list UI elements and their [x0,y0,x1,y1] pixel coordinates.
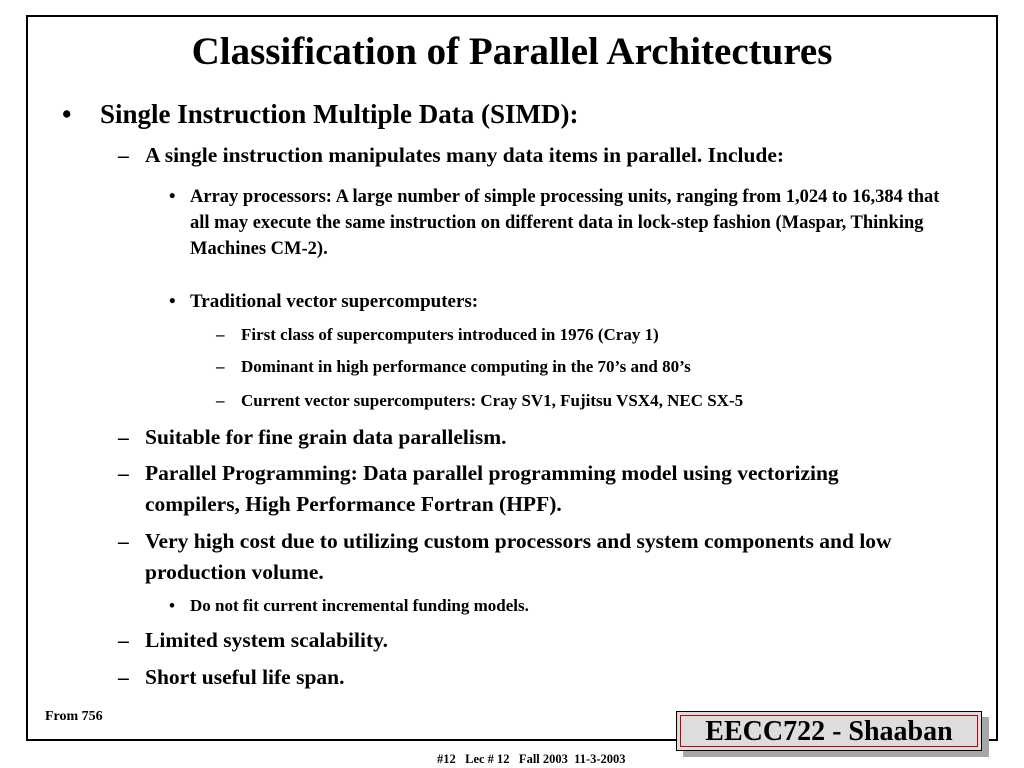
dash-marker: – [118,461,129,485]
sub-item-text: Parallel Programming: Data parallel programming model using vectorizing compilers, High Performance Fortran (HPF). [145,461,839,516]
dash-marker: – [118,425,129,449]
sub-item-text: A single instruction manipulates many data items in parallel. Include: [145,143,785,167]
sub-item-text: Suitable for fine grain data parallelism. [145,425,507,449]
sub-item-text: First class of supercomputers introduced in 1976 (Cray 1) [241,325,659,344]
course-badge-label: EECC722 - Shaaban [680,715,978,747]
from-note: From 756 [45,709,103,724]
bullet-marker: • [169,596,175,615]
sub-item-text: Array processors: A large number of simple processing units, ranging from 1,024 to 16,384 that all may execute the same instruction on different data in lock-step fashion (Maspar, Thinking Machines CM-2). [190,187,940,259]
sub-item-text: Short useful life span. [145,665,345,689]
bullet-marker: • [169,187,176,207]
dash-marker: – [216,357,225,376]
sub-item-text: Do not fit current incremental funding models. [190,596,529,615]
sub-item-text: Current vector supercomputers: Cray SV1, Fujitsu VSX4, NEC SX-5 [241,391,744,410]
sub-item-text: Limited system scalability. [145,628,389,652]
sub-item-text: Very high cost due to utilizing custom processors and system components and low production volume. [145,529,892,584]
bullet-text: Single Instruction Multiple Data (SIMD): [100,99,579,129]
dash-marker: – [216,325,225,344]
bullet-marker: • [62,99,72,129]
dash-marker: – [118,628,129,652]
slide-title: Classification of Parallel Architectures [191,30,833,73]
sub-item-text: Traditional vector supercomputers: [190,291,479,312]
slide-footer: #12 Lec # 12 Fall 2003 11-3-2003 [437,752,626,766]
dash-marker: – [118,665,129,689]
dash-marker: – [118,143,129,167]
course-badge [676,711,982,751]
sub-item-text: Dominant in high performance computing in the 70’s and 80’s [241,357,691,376]
bullet-marker: • [169,291,176,312]
dash-marker: – [216,391,225,410]
dash-marker: – [118,529,129,553]
